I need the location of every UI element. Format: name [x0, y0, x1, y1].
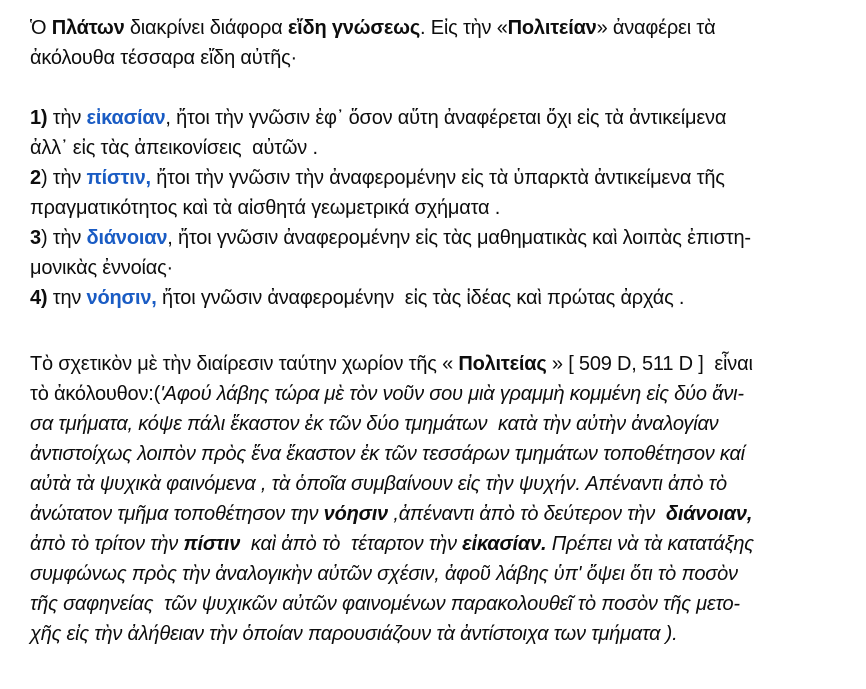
text-segment: τὸ ἀκόλουθον:( [30, 383, 161, 405]
text-line [30, 283, 858, 313]
text-segment: την [47, 287, 87, 309]
knowledge-types-list [30, 103, 858, 313]
text-line [30, 529, 858, 559]
text-segment: Πλάτων [51, 17, 125, 39]
text-line [30, 589, 858, 619]
text-segment: » ἀναφέρει τὰ [596, 17, 716, 39]
text-line [30, 163, 858, 193]
text-segment: μονικὰς ἐννοίας· [30, 257, 173, 279]
text-segment: χῆς εἰς τὴν ἀλήθειαν τὴν ὁποίαν παρουσιάζουν τὰ ἀντίστοιχα των τμήματα ). [30, 623, 678, 645]
key-term: διάνοιαν [86, 227, 168, 249]
text-line [30, 409, 858, 439]
text-line [30, 439, 858, 469]
key-term: νόησιν [323, 503, 388, 525]
text-segment: ἀνώτατον τμῆμα τοποθέτησον την [30, 503, 324, 525]
text-segment: Τὸ σχετικὸν μὲ τὴν διαίρεσιν ταύτην χωρίον τῆς « [30, 353, 459, 375]
text-segment: ἤτοι γνῶσιν ἀναφερομένην εἰς τὰς ἰδέας καὶ πρώτας ἀρχάς . [156, 287, 685, 309]
text-segment: ἀκόλουθα τέσσαρα εἴδη αὐτῆς· [30, 47, 298, 69]
text-segment: ,ἀπέναντι ἀπὸ τὸ δεύτερον τὴν [387, 503, 666, 525]
text-segment: Ὁ [30, 17, 52, 39]
text-line [30, 379, 858, 409]
text-line [30, 193, 858, 223]
key-term: πίστιν, [86, 167, 151, 189]
text-line [30, 133, 858, 163]
text-segment: ἀντιστοίχως λοιπὸν πρὸς ἕνα ἕκαστον ἐκ τῶν τεσσάρων τμημάτων τοποθέτησον καί [30, 443, 745, 465]
text-segment: , ἤτοι τὴν γνῶσιν ἐφ᾽ ὅσον αὕτη ἀναφέρεται ὄχι εἰς τὰ ἀντικείμενα [165, 107, 727, 129]
text-segment: Πολιτείαν [507, 17, 597, 39]
key-term: νόησιν, [86, 287, 157, 309]
text-line [30, 223, 858, 253]
text-segment: ἤτοι τὴν γνῶσιν τὴν ἀναφερομένην εἰς τὰ ὑπαρκτὰ ἀντικείμενα τῆς [150, 167, 725, 189]
text-segment: , ἤτοι γνῶσιν ἀναφερομένην εἰς τὰς μαθηματικὰς καὶ λοιπὰς ἐπιστη- [167, 227, 751, 249]
text-line [30, 559, 858, 589]
text-line [30, 469, 858, 499]
text-segment: ) τὴν [40, 167, 87, 189]
text-segment: 4) [30, 287, 48, 309]
text-line [30, 43, 858, 73]
text-segment: τὴν [47, 107, 87, 129]
text-segment: Πολιτείας [458, 353, 547, 375]
text-line [30, 253, 858, 283]
text-segment: 'Αφού λάβης τώρα μὲ τὸν νοῦν σου μιὰ γραμμὴ κομμένη εἰς δύο ἄνι- [160, 383, 744, 405]
text-segment: πραγματικότητος καὶ τὰ αἰσθητά γεωμετρικά σχήματα . [30, 197, 501, 219]
text-line [30, 103, 858, 133]
text-segment: 2 [30, 167, 41, 189]
key-term: πίστιν [183, 533, 241, 555]
text-segment: ἀπὸ τὸ τρίτον τὴν [30, 533, 184, 555]
text-segment: Πρέπει νὰ τὰ κατατάξης [546, 533, 754, 555]
key-term: εἰκασίαν. [462, 533, 547, 555]
text-segment: διακρίνει διάφορα [124, 17, 288, 39]
text-segment: » [ 509 D, 511 D ] εἶναι [546, 353, 753, 375]
text-segment: 3 [30, 227, 41, 249]
text-segment: αὐτὰ τὰ ψυχικὰ φαινόμενα , τὰ ὁποῖα συμβαίνουν εἰς τὴν ψυχήν. Απέναντι ἀπὸ τὸ [30, 473, 727, 495]
text-line [30, 499, 858, 529]
text-segment: εἴδη γνώσεως [287, 17, 421, 39]
politeia-quote-paragraph [30, 349, 858, 649]
text-segment: 1) [30, 107, 48, 129]
text-line [30, 13, 858, 43]
text-segment: τῆς σαφηνείας τῶν ψυχικῶν αὐτῶν φαινομένων παρακολουθεῖ τὸ ποσὸν τῆς μετο- [30, 593, 740, 615]
text-line [30, 349, 858, 379]
text-segment: . Εἰς τὴν « [420, 17, 508, 39]
text-segment: καὶ ἀπὸ τὸ τέταρτον τὴν [240, 533, 463, 555]
key-term: διάνοιαν, [665, 503, 753, 525]
text-segment: σα τμήματα, κόψε πάλι ἕκαστον ἐκ τῶν δύο τμημάτων κατὰ τὴν αὐτὴν ἀναλογίαν [30, 413, 719, 435]
intro-paragraph [30, 13, 858, 73]
text-line [30, 619, 858, 649]
text-segment: συμφώνως πρὸς τὴν ἀναλογικὴν αὐτῶν σχέσιν, ἀφοῦ λάβης ὑπ' ὄψει ὅτι τὸ ποσὸν [30, 563, 738, 585]
text-segment: ἀλλ᾽ εἰς τὰς ἀπεικονίσεις αὐτῶν . [30, 137, 318, 159]
key-term: εἰκασίαν [86, 107, 166, 129]
text-segment: ) τὴν [40, 227, 87, 249]
